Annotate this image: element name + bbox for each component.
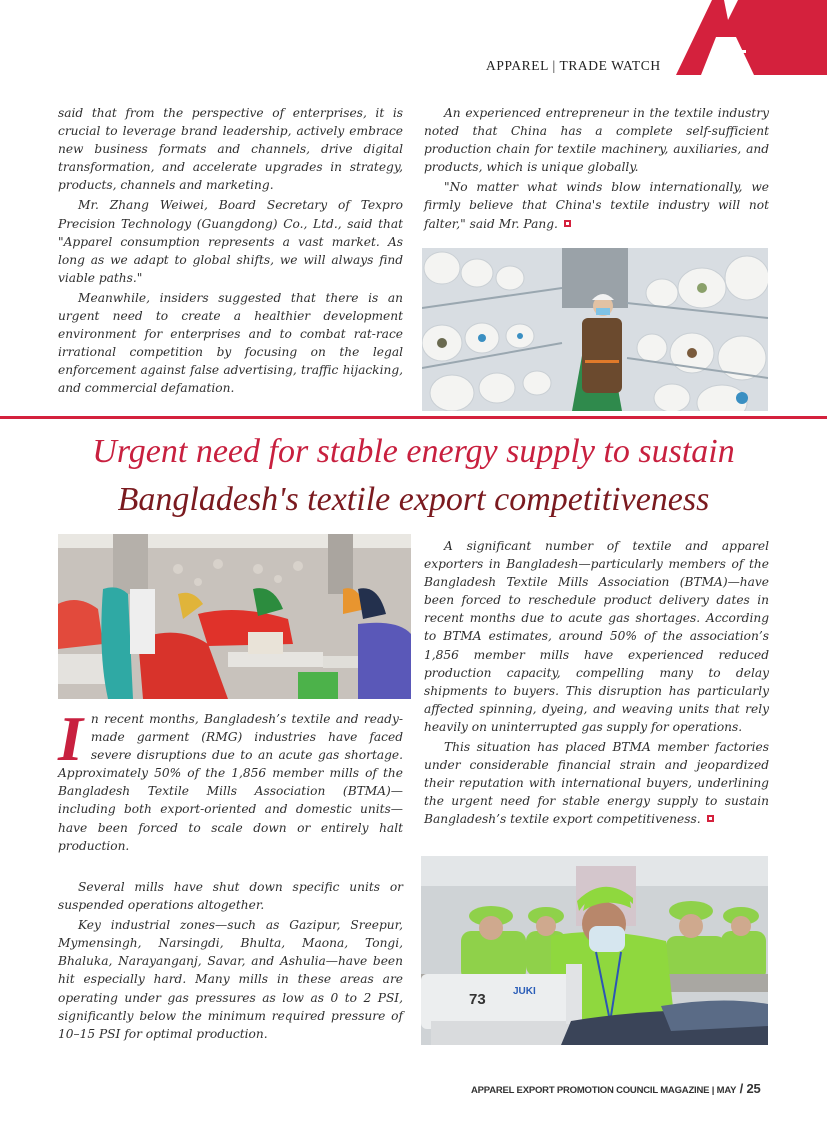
intro-text: n recent months, Bangladesh’s textile and ready-made garment (RMG) industries have faced severe disruptions due to an acute gas shortage. Approximately 50% of the 1,856 member mills of the Bangladesh Textile Mills Association (BTMA)—including both export-oriented and domestic units—have been forced to scale down or entirely halt production. xyxy=(58,712,403,853)
magazine-name: APPAREL EXPORT PROMOTION COUNCIL MAGAZINE | MAY xyxy=(471,1085,737,1096)
machine-brand: JUKI xyxy=(513,986,536,997)
headline-line-1: Urgent need for stable energy supply to sustain xyxy=(92,433,735,470)
article-left-column xyxy=(58,878,403,1043)
paragraph-text: This situation has placed BTMA member factories under considerable financial strain and jeopardized their reputation with international buyers, underlining the urgent need for stable energy supply to sustain Bangladesh’s textile export competitiveness. xyxy=(424,740,769,827)
section-divider xyxy=(0,416,827,419)
top-left-column xyxy=(58,104,403,398)
end-of-article-icon xyxy=(707,815,714,822)
page-number: 25 xyxy=(746,1081,761,1096)
paragraph: Meanwhile, insiders suggested that there is an urgent need to create a healthier development environment for enterprises and to combat rat-race irrational competition by focusing on the legal enforcement against false advertising, traffic hijacking, and commercial defamation. xyxy=(58,290,403,396)
paragraph-with-end-mark xyxy=(424,738,769,828)
paragraph-text: "No matter what winds blow internationally, we firmly believe that China's textile industry will not falter," said Mr. Pang. xyxy=(424,180,769,231)
photo-garment-factory-floor xyxy=(58,534,411,699)
separator: / xyxy=(736,1081,747,1096)
paragraph: An experienced entrepreneur in the textile industry noted that China has a complete self-sufficient production chain for textile machinery, auxiliaries, and products, which is unique globally. xyxy=(424,106,769,175)
intro-paragraph xyxy=(58,703,403,855)
headline-line-2: Bangladesh's textile export competitiveness xyxy=(117,481,710,518)
end-of-article-icon xyxy=(564,220,571,227)
paragraph: Mr. Zhang Weiwei, Board Secretary of Texpro Precision Technology (Guangdong) Co., Ltd., said that "Apparel consumption represents a vast market. As long as we adapt to global shifts, we will always find viable paths." xyxy=(58,198,403,285)
magazine-logo-a xyxy=(676,0,827,75)
paragraph: A significant number of textile and apparel exporters in Bangladesh—particularly members of the Bangladesh Textile Mills Association (BTMA)—have been forced to reschedule product delivery dates in recent months due to acute gas shortages. According to BTMA estimates, around 50% of the association’s 1,856 member mills have experienced reduced production capacity, compelling many to delay shipments to buyers. This disruption has particularly affected spinning, dyeing, and weaving units that rely heavily on uninterrupted gas supply for operations. xyxy=(424,539,769,734)
article-right-column xyxy=(424,537,769,829)
paragraph: Key industrial zones—such as Gazipur, Sreepur, Mymensingh, Narsingdi, Bhulta, Maona, Tongi, Bhaluka, Narayanganj, Savar, and Ashulia—have been hit especially hard. Many mills in these areas are operating under gas pressures as low as 0 to 2 PSI, significantly below the minimum required pressure of 10–15 PSI for optimal production. xyxy=(58,918,403,1041)
paragraph: Several mills have shut down specific units or suspended operations altogether. xyxy=(58,880,403,913)
paragraph-with-end-mark xyxy=(424,178,769,232)
top-right-column xyxy=(424,104,769,233)
page-footer xyxy=(471,1081,761,1096)
photo-sewing-machine-worker xyxy=(421,856,768,1045)
photo-yarn-spools-worker xyxy=(422,248,768,411)
drop-cap: I xyxy=(58,703,83,774)
paragraph: said that from the perspective of enterprises, it is crucial to leverage brand leadership, actively embrace new business formats and channels, drive digital transformation, and accelerate upgrades in strategy, products, channels and marketing. xyxy=(58,106,403,193)
machine-number: 73 xyxy=(469,991,486,1008)
section-label: APPAREL | TRADE WATCH xyxy=(486,58,661,73)
article-left-column-intro xyxy=(58,703,403,855)
